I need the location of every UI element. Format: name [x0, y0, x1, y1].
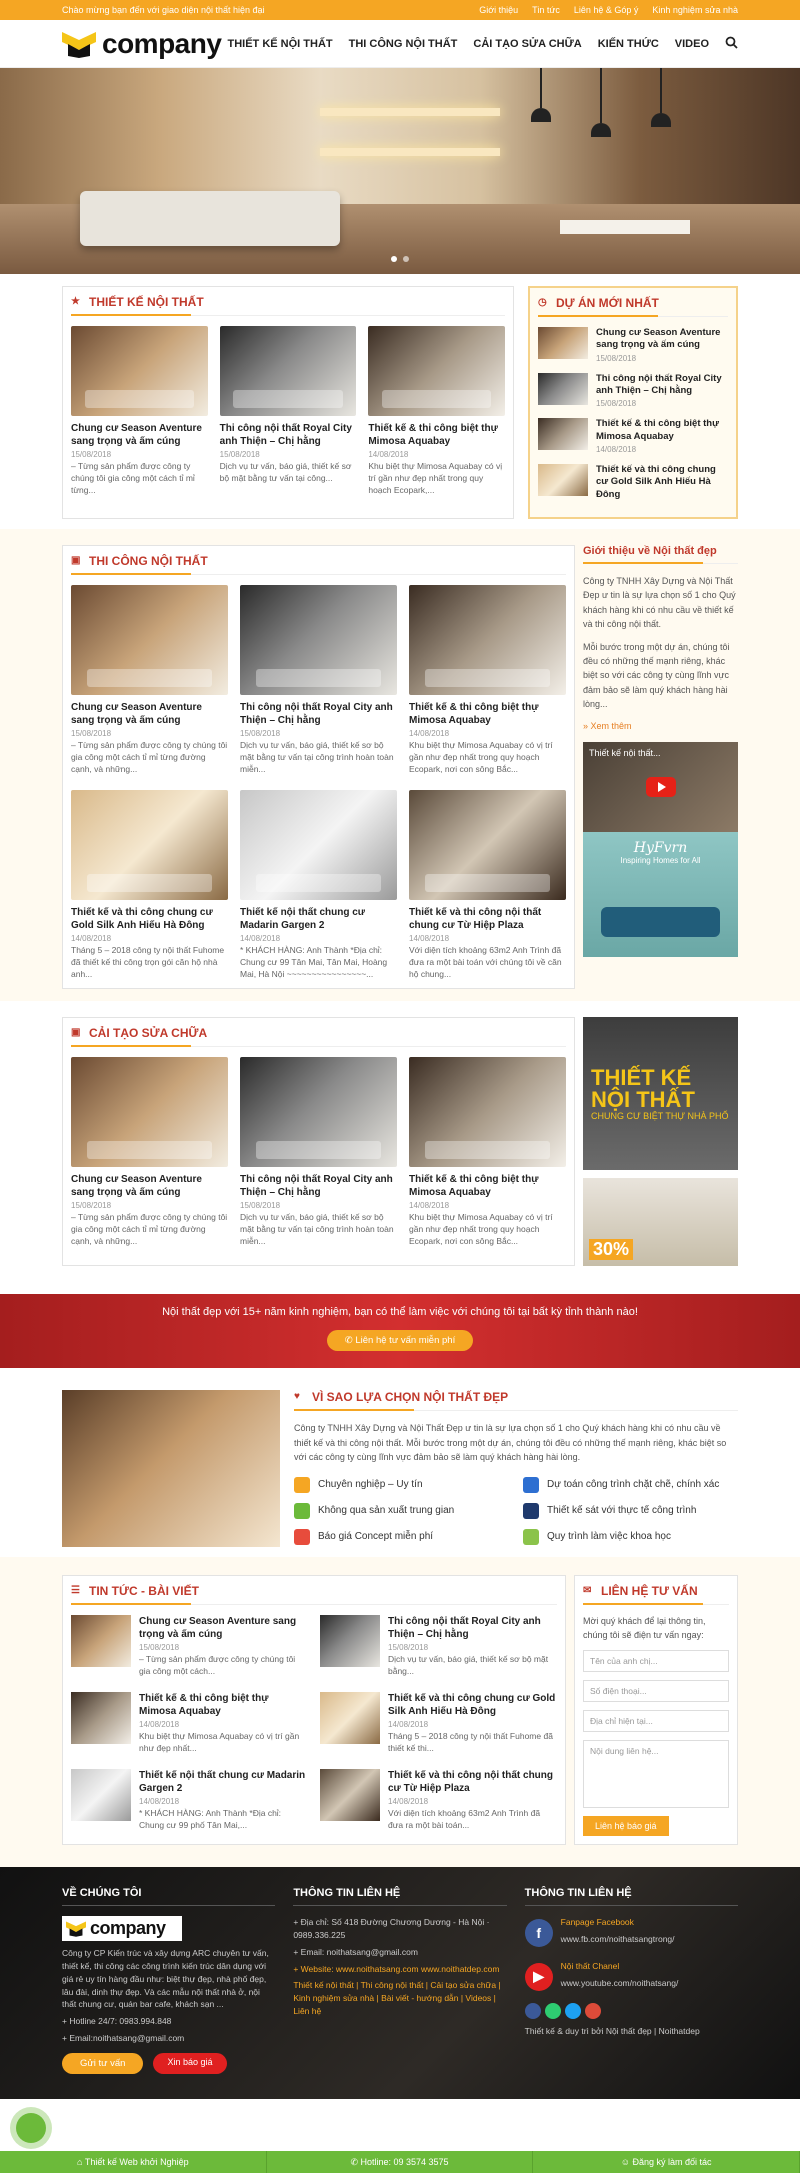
facebook-label: Fanpage Facebook: [560, 1917, 634, 1928]
news-item[interactable]: [71, 1615, 308, 1678]
post-date: 15/08/2018: [71, 729, 112, 739]
post-date: 14/08/2018: [409, 1201, 450, 1211]
post-date: 14/08/2018: [409, 729, 450, 739]
renovation-box: [62, 1017, 575, 1266]
news-title-text: TIN TỨC - BÀI VIẾT: [89, 1584, 199, 1599]
hero-shelf: [320, 108, 500, 116]
footer-logo[interactable]: [62, 1916, 182, 1941]
news-title[interactable]: Thiết kế và thi công chung cư Gold Silk Anh Hiếu Hà Đông: [388, 1693, 556, 1718]
footer-email: + Email: noithatsang@gmail.com: [293, 1946, 418, 1957]
gift-icon: ▣: [71, 1027, 81, 1039]
video-embed[interactable]: [583, 742, 738, 832]
construction-box: [62, 545, 575, 989]
badge-icon: [294, 1529, 310, 1545]
why-item: [294, 1477, 509, 1493]
ad-banner[interactable]: [583, 1178, 738, 1266]
project-title[interactable]: Chung cư Season Aventure sang trọng và ấm cúng: [596, 327, 721, 351]
post-title[interactable]: Thiết kế nội thất chung cư Madarin Gargen 2: [240, 906, 366, 931]
news-date: 14/08/2018: [139, 1797, 180, 1806]
nav-knowledge[interactable]: KIẾN THỨC: [597, 37, 659, 50]
news-title[interactable]: Chung cư Season Aventure sang trọng và ấm cúng: [139, 1616, 297, 1641]
footer-about: [62, 1887, 275, 2075]
why-title-text: VÌ SAO LỰA CHỌN NỘI THẤT ĐẸP: [312, 1390, 509, 1405]
design-title: [71, 295, 505, 316]
post-thumb[interactable]: [409, 585, 566, 695]
logo-icon: [62, 30, 96, 58]
hero-slider[interactable]: [0, 68, 800, 274]
news-item[interactable]: [320, 1615, 557, 1678]
news-item[interactable]: [71, 1692, 308, 1755]
ad-line: NỘI THẤT: [591, 1087, 695, 1113]
new-projects-title-text: DỰ ÁN MỚI NHẤT: [556, 296, 659, 310]
construction-cards-row2: [71, 790, 566, 981]
clock-icon: ◷: [538, 297, 547, 308]
bottom-bar-item[interactable]: [0, 2151, 267, 2173]
video-title: Thiết kế nội thất...: [589, 747, 661, 758]
cta-banner: [0, 1294, 800, 1368]
post-date: 15/08/2018: [240, 1201, 281, 1211]
news-thumb[interactable]: [320, 1769, 380, 1821]
design-title-text: THIẾT KẾ NỘI THẤT: [89, 295, 204, 309]
nav-video[interactable]: VIDEO: [674, 37, 709, 50]
footer-logo-text: company: [90, 1918, 166, 1939]
post-date: 14/08/2018: [240, 933, 281, 943]
why-image: [62, 1390, 280, 1547]
project-item[interactable]: [538, 464, 728, 501]
couch-image: [601, 907, 720, 937]
post-desc: Dịch vụ tư vấn, báo giá, thiết kế sơ bộ mặt bằng tư vấn tại công trình hoàn toàn miễn...: [240, 1212, 394, 1247]
post-thumb[interactable]: [240, 790, 397, 900]
news-title[interactable]: Thiết kế và thi công nội thất chung cư Từ Hiệp Plaza: [388, 1770, 554, 1794]
post-thumb[interactable]: [220, 326, 357, 416]
discount-badge: 30%: [589, 1239, 633, 1260]
footer-links[interactable]: Thiết kế nội thất | Thi công nội thất | Cải tạo sửa chữa | Kinh nghiệm sửa nhà | Bài viết - hướng dẫn | Videos | Liên hệ: [293, 1980, 501, 2016]
logo-text: company: [102, 27, 222, 59]
news-thumb[interactable]: [71, 1615, 131, 1667]
intro-title: Giới thiệu về Nội thất đẹp: [583, 545, 738, 564]
youtube-label: Nội thất Chanel: [560, 1960, 620, 1971]
post-thumb[interactable]: [71, 585, 228, 695]
post-title[interactable]: Thiết kế và thi công nội thất chung cư Từ Hiệp Plaza: [409, 906, 542, 931]
why-item-label: Quy trình làm việc khoa học: [547, 1531, 671, 1543]
construction-title-text: THI CÔNG NỘI THẤT: [89, 554, 208, 569]
renovation-cards: [71, 1057, 566, 1248]
post-desc: Khu biệt thự Mimosa Aquabay có vị trí gần như đẹp nhất trong quy hoạch Ecopark,...: [368, 461, 503, 495]
search-icon[interactable]: [725, 36, 738, 52]
ad-subtext: CHUNG CƯ BIỆT THỰ NHÀ PHỐ: [591, 1111, 729, 1122]
badge-icon: [294, 1503, 310, 1519]
gift-icon: ▣: [71, 555, 81, 567]
post-desc: Dịch vụ tư vấn, báo giá, thiết kế sơ bộ mặt bằng tư vấn tại công...: [219, 461, 352, 483]
project-title[interactable]: Thiết kế và thi công chung cư Gold Silk Anh Hiếu Hà Đông: [596, 464, 716, 500]
post-date: 15/08/2018: [71, 1201, 112, 1211]
news-box: [62, 1575, 566, 1845]
construction-title: [71, 554, 566, 575]
user-icon: ☺: [620, 2157, 633, 2167]
news-date: 14/08/2018: [388, 1720, 429, 1730]
news-date: 14/08/2018: [388, 1797, 429, 1806]
why-item: [523, 1529, 738, 1545]
hero-lamp: [591, 123, 611, 137]
news-desc: Với diện tích khoảng 63m2 Anh Trình đã đưa ra một bài toán...: [388, 1808, 541, 1830]
social-icons: [525, 2003, 738, 2019]
intro-sidebar: [583, 545, 738, 989]
bottom-bar-item[interactable]: [267, 2151, 534, 2173]
post-title[interactable]: Thiết kế & thi công biệt thự Mimosa Aquabay: [368, 423, 498, 447]
why-item: [294, 1503, 509, 1519]
news-desc: Dịch vụ tư vấn, báo giá, thiết kế sơ bộ mặt bằng...: [388, 1654, 549, 1677]
address-input[interactable]: Địa chỉ hiện tại...: [583, 1710, 729, 1732]
project-thumb[interactable]: [538, 327, 588, 359]
post-title[interactable]: Chung cư Season Aventure sang trọng và ấm cúng: [71, 1174, 202, 1199]
post-thumb[interactable]: [240, 1057, 397, 1167]
new-projects-box: [528, 286, 738, 519]
contact-title-text: LIÊN HỆ TƯ VẤN: [601, 1584, 698, 1599]
news-date: 15/08/2018: [388, 1643, 429, 1653]
quote-button[interactable]: Xin báo giá: [153, 2053, 226, 2074]
welcome-text: Chào mừng bạn đến với giao diện nội thất hiện đại: [62, 5, 265, 15]
post-date: 15/08/2018: [71, 450, 112, 459]
footer-website[interactable]: + Website: www.noithatsang.com www.noithatdep.com: [293, 1963, 500, 1974]
post-card[interactable]: [368, 326, 505, 497]
intro-paragraph: Công ty TNHH Xây Dựng và Nội Thất Đẹp ư tin là sự lựa chọn số 1 cho Quý khách hàng khi có nhu cầu về thiết kế và thi công nội thất.: [583, 576, 736, 630]
why-item-label: Thiết kế sát với thực tế công trình: [547, 1505, 697, 1517]
facebook-icon[interactable]: [525, 2003, 541, 2019]
news-date: 14/08/2018: [139, 1720, 180, 1730]
news-title[interactable]: Thiết kế nội thất chung cư Madarin Gargen 2: [139, 1770, 306, 1794]
hero-lamp: [651, 113, 671, 127]
post-card[interactable]: [409, 790, 566, 981]
floating-phone-button[interactable]: [16, 2113, 46, 2143]
cta-text: Nội thất đẹp với 15+ năm kinh nghiệm, bạn có thể làm việc với chúng tôi tại bất kỳ tỉnh thành nào!: [162, 1306, 638, 1319]
post-card[interactable]: [220, 326, 357, 497]
hero-lamp: [600, 68, 602, 123]
post-date: 14/08/2018: [409, 933, 450, 943]
youtube-url: www.youtube.com/noithatsang/: [560, 1977, 679, 1988]
renovation-section: [0, 1001, 800, 1278]
hero-lamp: [660, 68, 662, 113]
home-icon: ⌂: [76, 2157, 85, 2167]
facebook-icon: f: [525, 1919, 553, 1947]
post-card[interactable]: [71, 1057, 228, 1248]
why-item-label: Báo giá Concept miễn phí: [318, 1531, 434, 1543]
post-desc: – Từng sản phẩm được công ty chúng tôi gia công một cách tỉ mỉ từng đường cạnh, và những...: [71, 1212, 228, 1247]
why-title: [294, 1390, 738, 1411]
post-title[interactable]: Thi công nội thất Royal City anh Thiện – Chị hằng: [219, 423, 352, 447]
post-title[interactable]: Thiết kế & thi công biệt thự Mimosa Aquabay: [409, 702, 539, 727]
top-link-experience[interactable]: Kinh nghiệm sửa nhà: [652, 5, 738, 15]
top-bar: [0, 0, 800, 20]
post-title[interactable]: Chung cư Season Aventure sang trọng và ấm cúng: [71, 702, 202, 727]
why-item: [294, 1529, 509, 1545]
why-item-label: Không qua sản xuất trung gian: [318, 1505, 455, 1517]
list-icon: ☰: [71, 1585, 80, 1597]
post-thumb[interactable]: [71, 790, 228, 900]
mail-icon: ✉: [583, 1585, 592, 1597]
post-thumb[interactable]: [368, 326, 505, 416]
why-item-label: Dự toán công trình chặt chẽ, chính xác: [547, 1479, 720, 1491]
cta-button-label: Liên hệ tư vấn miễn phí: [355, 1335, 456, 1347]
post-thumb[interactable]: [71, 1057, 228, 1167]
post-desc: Với diện tích khoảng 63m2 Anh Trình đã đưa ra một bài toán với chúng tôi về căn hộ chung...: [409, 944, 562, 979]
post-title[interactable]: Thi công nội thất Royal City anh Thiện – Chị hằng: [240, 1174, 393, 1199]
project-title[interactable]: Thiết kế & thi công biệt thự Mimosa Aquabay: [596, 418, 719, 442]
post-card[interactable]: [240, 790, 397, 981]
post-thumb[interactable]: [409, 1057, 566, 1167]
news-desc: – Từng sản phẩm được công ty chúng tôi gia công một cách...: [139, 1654, 296, 1677]
main-nav: [228, 36, 739, 52]
footer-credit: Thiết kế & duy trì bởi Nội thất đẹp | Noithatdep: [524, 2026, 700, 2037]
project-date: 15/08/2018: [596, 399, 637, 409]
contact-intro: Mời quý khách để lại thông tin, chúng tôi sẽ điện tư vấn ngay:: [583, 1616, 706, 1640]
news-item[interactable]: [320, 1769, 557, 1832]
post-title[interactable]: Chung cư Season Aventure sang trọng và ấm cúng: [71, 423, 202, 447]
post-card[interactable]: [71, 790, 228, 981]
project-thumb[interactable]: [538, 464, 588, 496]
phone-icon: ✆: [350, 2156, 361, 2167]
heart-icon: ♥: [294, 1391, 300, 1403]
project-item[interactable]: [538, 327, 728, 365]
contact-title: [583, 1584, 729, 1605]
phone-icon[interactable]: [545, 2003, 561, 2019]
new-projects-title: [538, 296, 728, 317]
top-link-contact[interactable]: Liên hệ & Góp ý: [573, 5, 639, 15]
news-item[interactable]: [71, 1769, 308, 1832]
top-links: [479, 5, 738, 15]
youtube-link[interactable]: [525, 1960, 738, 1994]
post-desc: – Từng sản phẩm được công ty chúng tôi gia công một cách tỉ mỉ từng...: [71, 461, 195, 495]
footer-heading: VỀ CHÚNG TÔI: [62, 1887, 275, 1906]
why-text: Công ty TNHH Xây Dựng và Nội Thất Đẹp ư tin là sự lựa chọn số 1 cho Quý khách hàng khi có nhu cầu về thiết kế và thi công nội thất. Mỗi bước trong một dự án, chúng tôi đều có những thế mạnh riêng, khác biệt so với các công ty cùng lĩnh vực đảm bảo sẽ làm quý khách hàng hài lòng.: [294, 1423, 727, 1463]
news-thumb[interactable]: [320, 1692, 380, 1744]
footer: [0, 1867, 800, 2099]
news-desc: Khu biệt thự Mimosa Aquabay có vị trí gần như đẹp nhất...: [139, 1731, 300, 1754]
news-title[interactable]: Thiết kế & thi công biệt thự Mimosa Aquabay: [139, 1693, 269, 1718]
renovation-title-text: CẢI TẠO SỬA CHỮA: [89, 1026, 208, 1041]
post-title[interactable]: Thiết kế & thi công biệt thự Mimosa Aquabay: [409, 1174, 539, 1199]
post-thumb[interactable]: [409, 790, 566, 900]
post-thumb[interactable]: [71, 326, 208, 416]
bottom-bar-label: Hotline: 09 3574 3575: [360, 2157, 449, 2167]
hero-sofa: [80, 191, 340, 246]
ads-sidebar: [583, 1017, 738, 1266]
nav-design[interactable]: THIẾT KẾ NỘI THẤT: [227, 37, 333, 50]
post-card[interactable]: [240, 585, 397, 776]
project-date: 15/08/2018: [596, 353, 637, 363]
why-content: [294, 1390, 738, 1547]
hero-lamp: [540, 68, 542, 108]
post-card[interactable]: [240, 1057, 397, 1248]
construction-cards-row1: [71, 585, 566, 776]
bottom-bar-label: Đăng ký làm đối tác: [632, 2157, 712, 2167]
name-input[interactable]: Tên của anh chị...: [583, 1650, 729, 1672]
phone-icon: ✆: [344, 1335, 356, 1347]
header: [0, 20, 800, 68]
post-card[interactable]: [71, 326, 208, 497]
bottom-bar-label: Thiết kế Web khởi Nghiệp: [84, 2157, 189, 2167]
post-date: 14/08/2018: [71, 933, 112, 943]
design-cards: [71, 326, 505, 497]
footer-about-text: Công ty CP Kiến trúc và xây dựng ARC chuyên tư vấn, thiết kế, thi công các công trình kiến trúc dân dụng với giá rẻ uy tín hàng đầu như: biệt thự đẹp, nhà phố đẹp, lâu đài, dinh thự đẹp. Và các mẫu nội thất nhà ở, nội thất chung cư, quán bar cafe, khách sạn ...: [62, 1948, 269, 2010]
project-date: 14/08/2018: [596, 445, 637, 455]
logo[interactable]: [62, 28, 221, 60]
post-card[interactable]: [409, 585, 566, 776]
project-item[interactable]: [538, 418, 728, 456]
hero-shelf: [320, 148, 500, 156]
twitter-icon[interactable]: [565, 2003, 581, 2019]
badge-icon: [523, 1529, 539, 1545]
project-item[interactable]: [538, 373, 728, 411]
footer-heading: THÔNG TIN LIÊN HỆ: [525, 1887, 738, 1906]
news-desc: * KHÁCH HÀNG: Anh Thành *Địa chỉ: Chung cư 99 phố Tân Mai,...: [139, 1808, 282, 1830]
intro-paragraph: Mỗi bước trong một dự án, chúng tôi đều có những thế mạnh riêng, khác biệt so với các công ty cùng lĩnh vực đảm bảo sẽ làm quý khách hàng hài lòng...: [583, 641, 730, 710]
footer-email: + Email:noithatsang@gmail.com: [62, 2032, 185, 2043]
bottom-bar-item[interactable]: [533, 2151, 800, 2173]
star-icon: ★: [71, 296, 80, 307]
google-plus-icon[interactable]: [585, 2003, 601, 2019]
news-item[interactable]: [320, 1692, 557, 1755]
news-title: [71, 1584, 557, 1605]
post-title[interactable]: Thi công nội thất Royal City anh Thiện – Chị hằng: [240, 702, 393, 727]
ad-banner[interactable]: [583, 1017, 738, 1170]
badge-icon: [523, 1477, 539, 1493]
facebook-url: www.fb.com/noithatsangtrong/: [560, 1934, 675, 1945]
news-thumb[interactable]: [71, 1769, 131, 1821]
post-desc: – Từng sản phẩm được công ty chúng tôi gia công một cách tỉ mỉ từng đường cạnh, và những...: [71, 740, 228, 774]
nav-construction[interactable]: THI CÔNG NỘI THẤT: [348, 37, 458, 50]
footer-hotline: + Hotline 24/7: 0983.994.848: [62, 2016, 172, 2027]
badge-icon: [294, 1477, 310, 1493]
project-thumb[interactable]: [538, 373, 588, 405]
post-date: 15/08/2018: [240, 729, 281, 739]
facebook-link[interactable]: [525, 1916, 738, 1950]
post-date: 15/08/2018: [219, 450, 260, 459]
why-item: [523, 1477, 738, 1493]
phone-input[interactable]: Số điện thoại...: [583, 1680, 729, 1702]
footer-social: [525, 1887, 738, 2075]
promo-brand: HyFvrn: [633, 839, 688, 856]
news-desc: Tháng 5 – 2018 công ty nội thất Fuhome đã thiết kế thi...: [388, 1731, 553, 1754]
footer-heading: THÔNG TIN LIÊN HỆ: [293, 1887, 506, 1906]
why-list: [294, 1477, 738, 1545]
post-date: 14/08/2018: [368, 450, 409, 459]
cta-button[interactable]: [327, 1330, 473, 1351]
post-title[interactable]: Thiết kế và thi công chung cư Gold Silk Anh Hiếu Hà Đông: [71, 906, 213, 931]
nav-renovation[interactable]: CẢI TẠO SỬA CHỮA: [473, 37, 582, 50]
hero-table: [560, 220, 690, 234]
post-desc: Dịch vụ tư vấn, báo giá, thiết kế sơ bộ mặt bằng tư vấn tại công trình hoàn toàn miễn...: [240, 740, 394, 774]
project-title[interactable]: Thi công nội thất Royal City anh Thiện – Chị hằng: [596, 372, 722, 397]
contact-form: [574, 1575, 738, 1845]
ad-line: THIẾT KẾ: [591, 1065, 692, 1091]
badge-icon: [523, 1503, 539, 1519]
why-section: [0, 1368, 800, 1557]
hero-lamp: [531, 108, 551, 122]
submit-button[interactable]: Liên hệ báo giá: [583, 1816, 669, 1836]
post-desc: Khu biệt thự Mimosa Aquabay có vị trí gần như đẹp nhất trong quy hoạch Ecopark, nơi con sông Bắc...: [409, 1212, 553, 1247]
slider-dot[interactable]: [391, 256, 397, 262]
slider-dot[interactable]: [403, 256, 409, 262]
news-thumb[interactable]: [71, 1692, 131, 1744]
news-list: [71, 1615, 557, 1831]
slider-dots: [391, 256, 409, 262]
post-desc: * KHÁCH HÀNG: Anh Thành *Địa chỉ: Chung cư 99 Tân Mai, Tân Mai, Hoàng Mai, Hà Nội ~~~~~~~~~~~~~~~~...: [240, 944, 388, 979]
post-card[interactable]: [71, 585, 228, 776]
consult-button[interactable]: Gửi tư vấn: [62, 2053, 143, 2074]
promo-tagline: Inspiring Homes for All: [620, 855, 701, 865]
footer-info: [293, 1887, 506, 2075]
why-item-label: Chuyên nghiệp – Uy tín: [318, 1479, 423, 1491]
promo-image[interactable]: [583, 832, 738, 957]
footer-address: + Địa chỉ: Số 418 Đường Chương Dương - Hà Nội · 0989.336.225: [293, 1917, 490, 1941]
top-link-about[interactable]: Giới thiệu: [479, 5, 519, 15]
post-card[interactable]: [409, 1057, 566, 1248]
logo-icon: [66, 1920, 86, 1937]
post-desc: Khu biệt thự Mimosa Aquabay có vị trí gần như đẹp nhất trong quy hoạch Ecopark, nơi con sông Bắc...: [409, 740, 553, 774]
why-item: [523, 1503, 738, 1519]
bottom-bar: [0, 2151, 800, 2173]
top-link-news[interactable]: Tin tức: [532, 5, 560, 15]
read-more-link[interactable]: » Xem thêm: [583, 720, 632, 731]
youtube-icon: ▶: [525, 1963, 553, 1991]
message-textarea[interactable]: Nội dung liên hệ...: [583, 1740, 729, 1808]
news-title[interactable]: Thi công nội thất Royal City anh Thiện – Chị hằng: [388, 1616, 541, 1641]
news-date: 15/08/2018: [139, 1643, 180, 1653]
design-section: [0, 274, 800, 529]
play-icon[interactable]: [646, 777, 676, 797]
footer-buttons: [62, 2053, 275, 2074]
news-thumb[interactable]: [320, 1615, 380, 1667]
news-section: [0, 1557, 800, 1867]
project-thumb[interactable]: [538, 418, 588, 450]
construction-section: [0, 529, 800, 1001]
post-thumb[interactable]: [240, 585, 397, 695]
design-box: [62, 286, 514, 519]
post-desc: Tháng 5 – 2018 công ty nội thất Fuhome đã thiết kế thi công trọn gói căn hộ nhà anh...: [71, 944, 225, 979]
renovation-title: [71, 1026, 566, 1047]
